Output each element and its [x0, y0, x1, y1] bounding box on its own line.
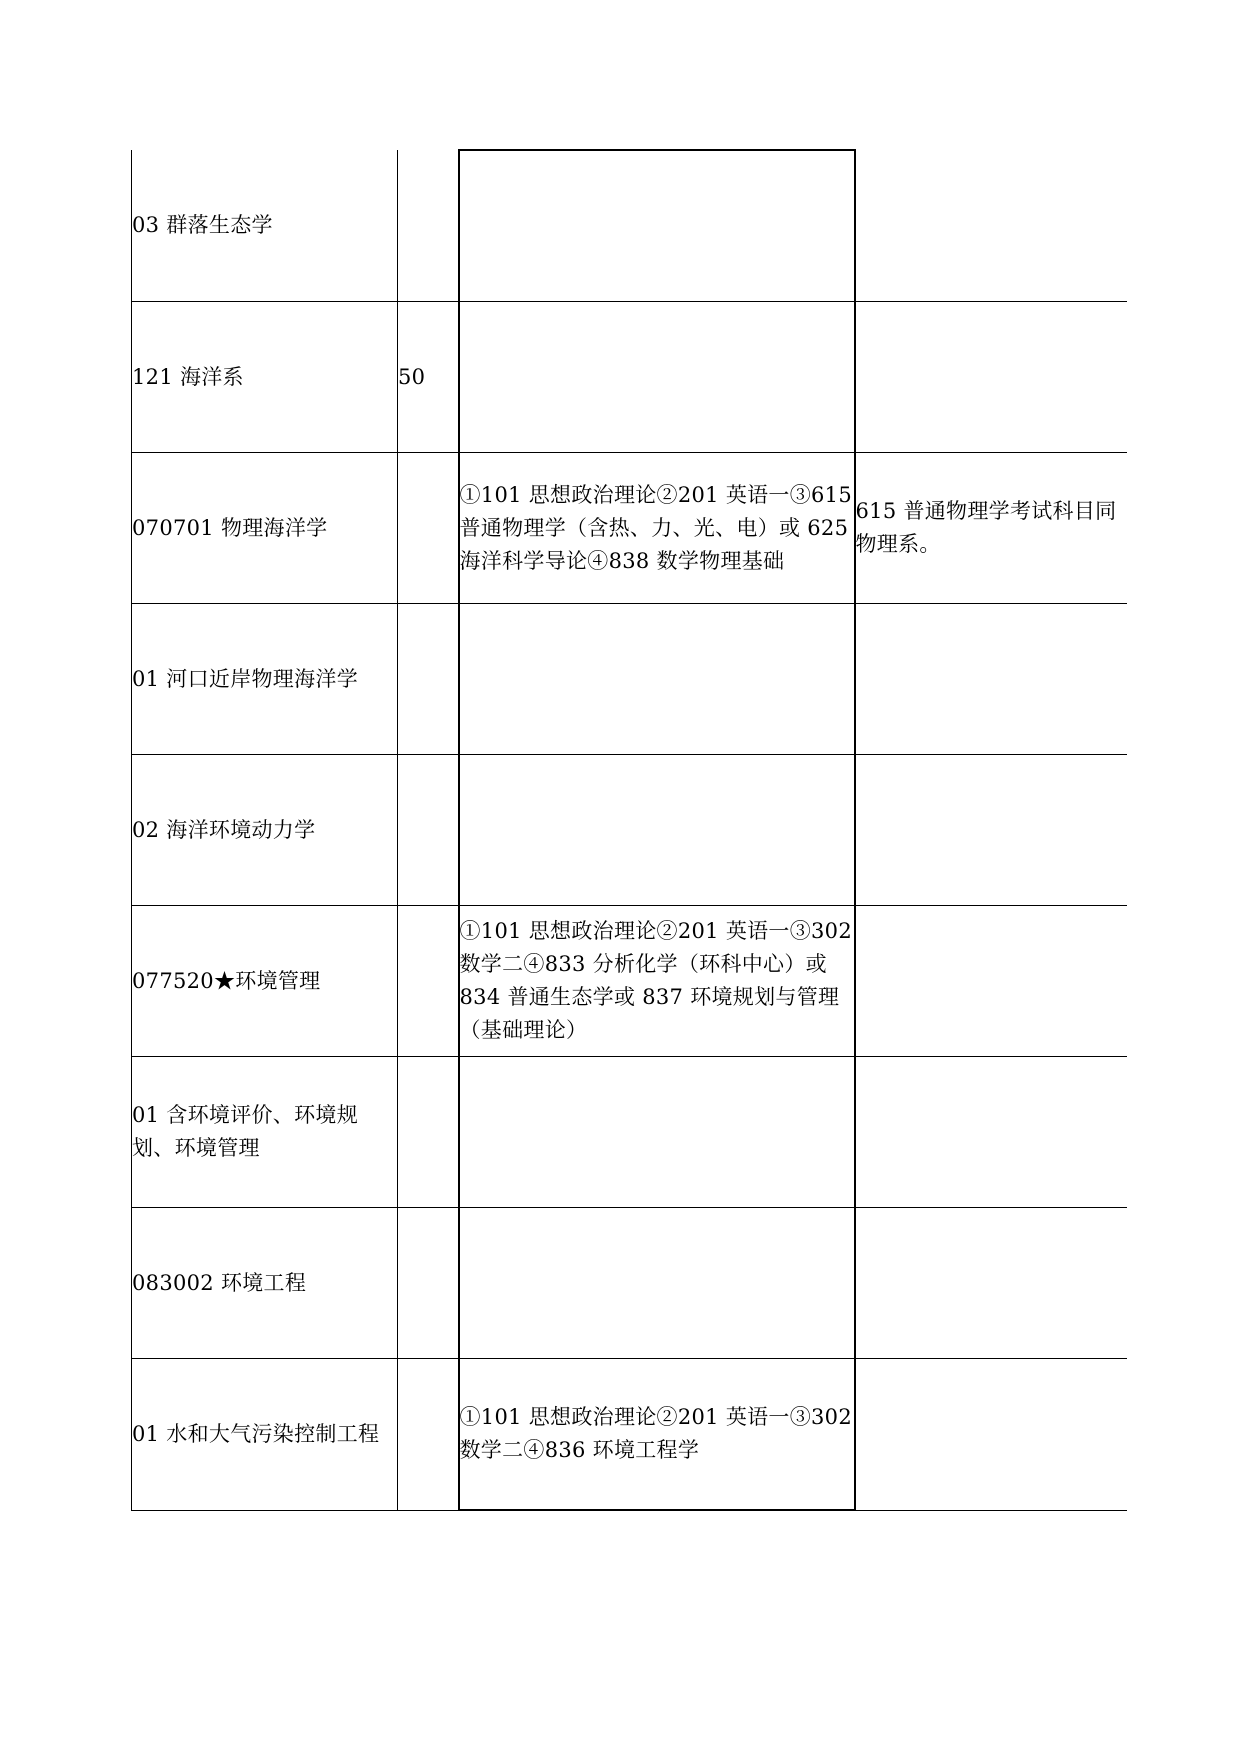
- program-name-cell: [132, 1057, 398, 1208]
- program-name: 01 含环境评价、环境规划、环境管理: [132, 1103, 358, 1160]
- program-name: 01 水和大气污染控制工程: [132, 1421, 380, 1446]
- remarks-cell: [855, 906, 1127, 1057]
- table-row: [132, 906, 1127, 1057]
- remarks-cell: [855, 302, 1127, 453]
- table-row: [132, 755, 1127, 906]
- exam-subjects: ①101 思想政治理论②201 英语一③302 数学二④836 环境工程学: [459, 1405, 852, 1462]
- program-name-cell: [132, 1208, 398, 1359]
- exam-subjects-cell: [459, 1359, 855, 1511]
- program-name: 121 海洋系: [132, 364, 244, 389]
- program-name-cell: [132, 302, 398, 453]
- program-name-cell: [132, 755, 398, 906]
- table-row: [132, 150, 1127, 302]
- quota: 50: [398, 364, 426, 389]
- table-row: [132, 604, 1127, 755]
- quota-cell: [398, 453, 459, 604]
- program-name-cell: [132, 150, 398, 302]
- exam-subjects: ①101 思想政治理论②201 英语一③615 普通物理学（含热、力、光、电）或 625 海洋科学导论④838 数学物理基础: [459, 482, 852, 573]
- exam-subjects-cell: [459, 755, 855, 906]
- remarks-cell: [855, 453, 1127, 604]
- quota-cell: [398, 1359, 459, 1511]
- program-name: 01 河口近岸物理海洋学: [132, 666, 358, 691]
- program-name: 070701 物理海洋学: [132, 515, 328, 540]
- program-name: 03 群落生态学: [132, 213, 273, 237]
- program-name-cell: [132, 906, 398, 1057]
- quota-cell: [398, 604, 459, 755]
- remarks-cell: [855, 755, 1127, 906]
- table-row: [132, 1208, 1127, 1359]
- exam-subjects-cell: [459, 453, 855, 604]
- remarks-cell: [855, 1208, 1127, 1359]
- program-name: 02 海洋环境动力学: [132, 817, 316, 842]
- exam-subjects: ①101 思想政治理论②201 英语一③302 数学二④833 分析化学（环科中心）或 834 普通生态学或 837 环境规划与管理（基础理论）: [459, 919, 852, 1042]
- table-row: [132, 1057, 1127, 1208]
- remarks-cell: [855, 604, 1127, 755]
- exam-subjects-cell: [459, 150, 855, 302]
- program-name-cell: [132, 1359, 398, 1511]
- quota-cell: [398, 906, 459, 1057]
- table-row: [132, 302, 1127, 453]
- quota-cell: [398, 755, 459, 906]
- remarks: 615 普通物理学考试科目同物理系。: [855, 499, 1117, 556]
- program-name: 077520★环境管理: [132, 968, 321, 993]
- program-name: 083002 环境工程: [132, 1270, 307, 1295]
- table-row: [132, 453, 1127, 604]
- table-row: [132, 1359, 1127, 1511]
- quota-cell: [398, 150, 459, 302]
- program-name-cell: [132, 453, 398, 604]
- remarks-cell: [855, 1359, 1127, 1511]
- exam-subjects-cell: [459, 1208, 855, 1359]
- remarks-cell: [855, 150, 1127, 302]
- quota-cell: [398, 1208, 459, 1359]
- exam-subjects-cell: [459, 604, 855, 755]
- exam-subjects-cell: [459, 906, 855, 1057]
- quota-cell: [398, 1057, 459, 1208]
- enrollment-catalog-table: [131, 149, 1127, 1511]
- quota-cell: [398, 302, 459, 453]
- remarks-cell: [855, 1057, 1127, 1208]
- exam-subjects-cell: [459, 302, 855, 453]
- program-name-cell: [132, 604, 398, 755]
- exam-subjects-cell: [459, 1057, 855, 1208]
